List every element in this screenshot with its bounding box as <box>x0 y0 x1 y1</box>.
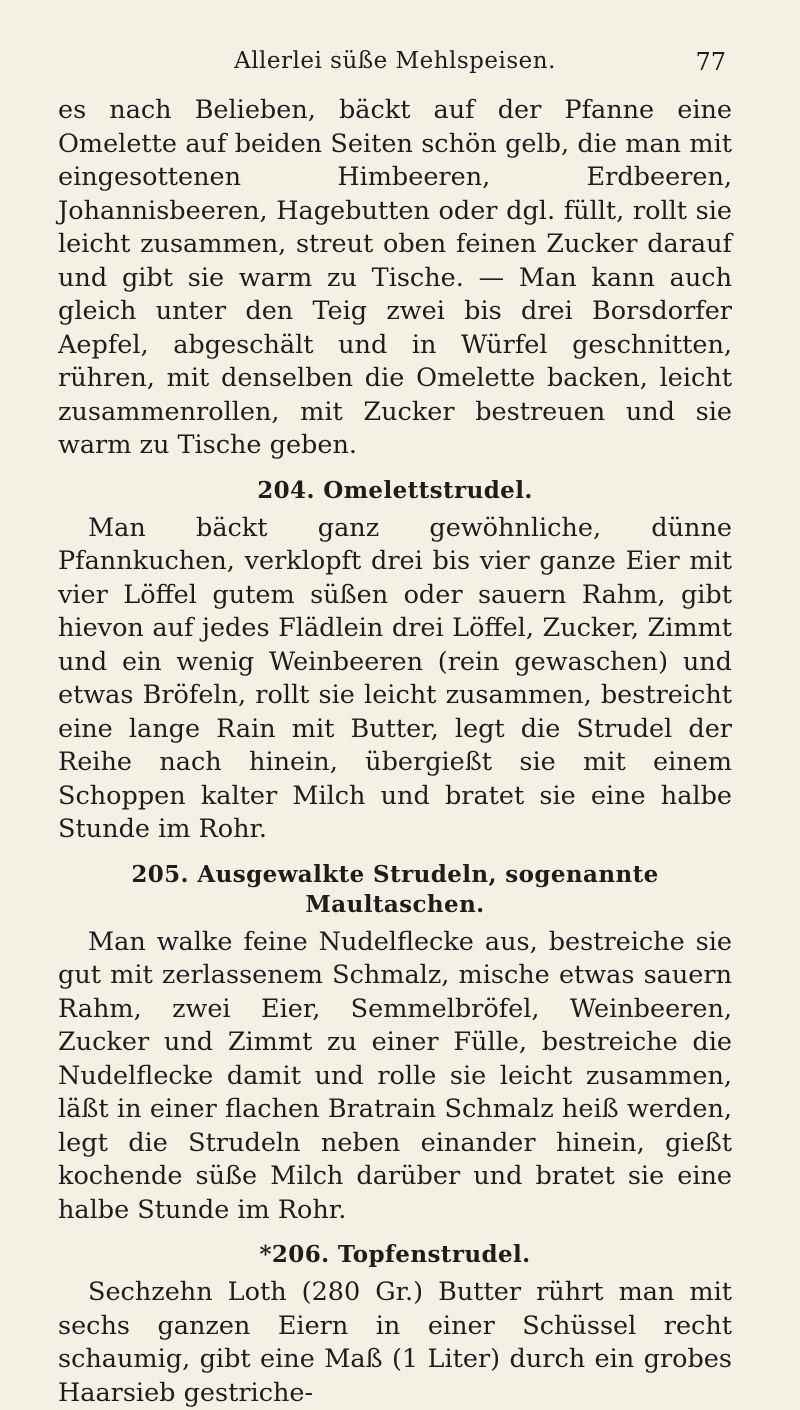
recipe-text-204: Man bäckt ganz gewöhnliche, dünne Pfannkuchen, verklopft drei bis vier ganze Eier mit vier Löffel gutem süßen oder sauern Rahm, gibt hievon auf jedes Flädlein drei Löffel, Zucker, Zimmt und ein wenig Weinbeeren (rein gewaschen) und etwas Bröfeln, rollt sie leicht zusammen, bestreicht eine lange Rain mit Butter, legt die Strudel der Reihe nach hinein, übergießt sie mit einem Schoppen kalter Milch und bratet sie eine halbe Stunde im Rohr. <box>58 512 732 844</box>
recipe-heading-206: *206. Topfenstrudel. <box>259 1241 531 1268</box>
continuation-paragraph: es nach Belieben, bäckt auf der Pfanne eine Omelette auf beiden Seiten schön gelb, die man mit eingesottenen Himbeeren, Erdbeeren, Johannisbeeren, Hagebutten oder dgl. füllt, rollt sie leicht zusammen, streut oben feinen Zucker darauf und gibt sie warm zu Tische. — Man kann auch gleich unter den Teig zwei bis drei Borsdorfer Aepfel, abgeschält und in Würfel geschnitten, rühren, mit denselben die Omelette backen, leicht zusammenrollen, mit Zucker bestreuen und sie warm zu Tische geben. <box>58 95 732 460</box>
page-number: 77 <box>695 48 726 76</box>
recipe-heading-204: 204. Omelettstrudel. <box>257 476 533 504</box>
page-body <box>58 94 732 1410</box>
recipe-text-206: Sechzehn Loth (280 Gr.) Butter rührt man mit sechs ganzen Eiern in einer Schüssel recht schaumig, gibt eine Maß (1 Liter) durch ein grobes Haarsieb gestriche- <box>58 1277 732 1408</box>
recipe-text-205: Man walke feine Nudelflecke aus, bestreiche sie gut mit zerlassenem Schmalz, mische etwas sauern Rahm, zwei Eier, Semmelbröfel, Weinbeeren, Zucker und Zimmt zu einer Fülle, bestreiche die Nudelflecke damit und rolle sie leicht zusammen, läßt in einer flachen Bratrain Schmalz heiß werden, legt die Strudeln neben einander hinein, gießt kochende süße Milch darüber und bratet sie eine halbe Stunde im Rohr. <box>58 926 732 1225</box>
running-head-title: Allerlei süße Mehlspeisen. <box>234 48 556 74</box>
recipe-heading-205: 205. Ausgewalkte Strudeln, sogenannte Maultaschen. <box>131 860 659 918</box>
running-head <box>58 44 732 84</box>
